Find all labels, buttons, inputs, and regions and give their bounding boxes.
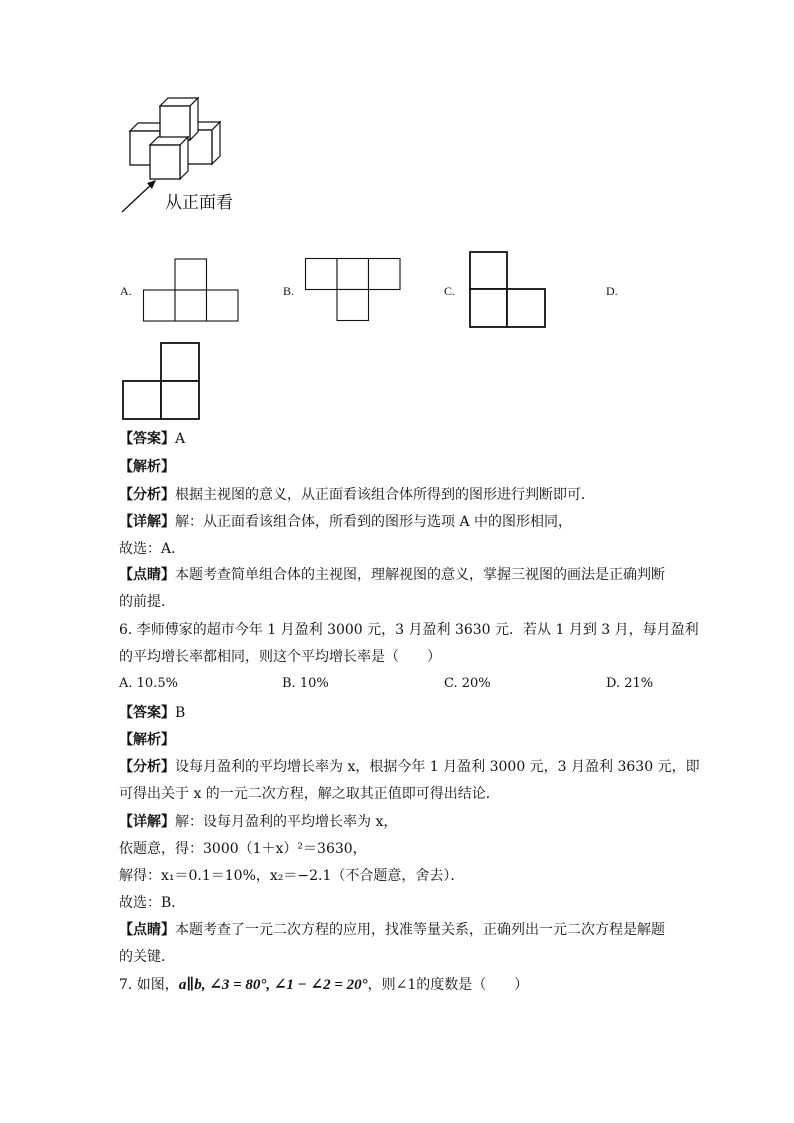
dianjing-tag: 【点睛】 <box>119 922 175 938</box>
xiangjie-tag: 【详解】 <box>119 514 175 530</box>
fenxi-tag: 【分析】 <box>119 759 175 775</box>
q5-dianjing-line <box>119 565 665 585</box>
dianjing-text: 本题考查了一元二次方程的应用，找准等量关系，正确列出一元二次方程是解题 <box>175 922 665 938</box>
analysis-tag: 【解析】 <box>119 459 175 475</box>
cube-front <box>150 137 188 179</box>
dianjing-tag: 【点睛】 <box>119 567 175 583</box>
q6-solution: 解得：x₁＝0.1＝10%，x₂＝−2.1（不合题意，舍去）． <box>119 868 465 884</box>
q6-conclusion: 故选：B． <box>119 895 186 911</box>
q5-analysis-line <box>119 457 175 477</box>
fenxi-text: 设每月盈利的平均增长率为 x，根据今年 1 月盈利 3000 元，3 月盈利 3630 元，即 <box>175 759 700 775</box>
q5-conclusion: 故选：A． <box>119 541 186 557</box>
q6-option-d: D. 21% <box>606 676 654 691</box>
option-a-label: A. <box>120 284 132 298</box>
q7-prefix: 7. 如图， <box>119 977 179 993</box>
q6-fenxi-line <box>119 757 700 777</box>
option-b-label: B. <box>283 284 295 298</box>
option-a-figure <box>143 258 239 322</box>
q6-stem-line2: 的平均增长率都相同，则这个平均增长率是（ ） <box>119 649 441 665</box>
xiangjie-tag: 【详解】 <box>119 814 175 830</box>
analysis-tag: 【解析】 <box>119 732 175 748</box>
fenxi-tag: 【分析】 <box>119 487 175 503</box>
q7-math: a∥b, ∠3 = 80°, ∠1 − ∠2 = 20° <box>178 977 368 993</box>
q7-stem <box>119 975 528 995</box>
answer-tag: 【答案】 <box>119 705 175 721</box>
view-arrow-icon <box>122 180 156 212</box>
q6-dianjing-line <box>119 920 665 940</box>
q6-fenxi-line2: 可得出关于 x 的一元二次方程，解之取其正值即可得出结论． <box>119 786 500 802</box>
dianjing-text: 本题考查简单组合体的主视图，理解视图的意义，掌握三视图的画法是正确判断 <box>175 567 665 583</box>
option-d-label: D. <box>606 284 618 298</box>
q6-stem-line1: 6. 李师傅家的超市今年 1 月盈利 3000 元，3 月盈利 3630 元．若从 1 月到 3 月，每月盈利 <box>119 622 699 638</box>
q5-answer-line <box>119 429 185 449</box>
q5-xiangjie-line <box>119 512 572 532</box>
q6-answer-line <box>119 703 185 723</box>
q6-equation: 依题意，得：3000（1＋x）²＝3630， <box>119 841 367 857</box>
answer-value: A <box>175 431 186 447</box>
option-d-figure <box>122 342 201 420</box>
q6-xiangjie-line <box>119 812 397 832</box>
q5-dianjing-line2: 的前提． <box>119 594 175 610</box>
answer-value: B <box>175 705 186 721</box>
q7-suffix: ，则∠1的度数是（ ） <box>367 977 529 993</box>
cube-top <box>160 98 198 140</box>
q6-option-c: C. 20% <box>444 676 491 691</box>
answer-tag: 【答案】 <box>119 431 175 447</box>
option-c-label: C. <box>444 284 456 298</box>
fenxi-text: 根据主视图的意义，从正面看该组合体所得到的图形进行判断即可． <box>175 487 595 503</box>
view-direction-label: 从正面看 <box>165 193 233 213</box>
q6-option-b: B. 10% <box>282 676 329 691</box>
xiangjie-text: 解：从正面看该组合体，所看到的图形与选项 A 中的图形相同， <box>175 514 573 530</box>
option-b-figure <box>305 258 402 322</box>
q6-dianjing-line2: 的关键． <box>119 949 175 965</box>
q5-fenxi-line <box>119 485 595 505</box>
option-c-figure <box>469 251 547 329</box>
q6-option-a: A. 10.5% <box>119 676 178 691</box>
xiangjie-text: 解：设每月盈利的平均增长率为 x， <box>175 814 398 830</box>
q6-analysis-line <box>119 730 175 750</box>
